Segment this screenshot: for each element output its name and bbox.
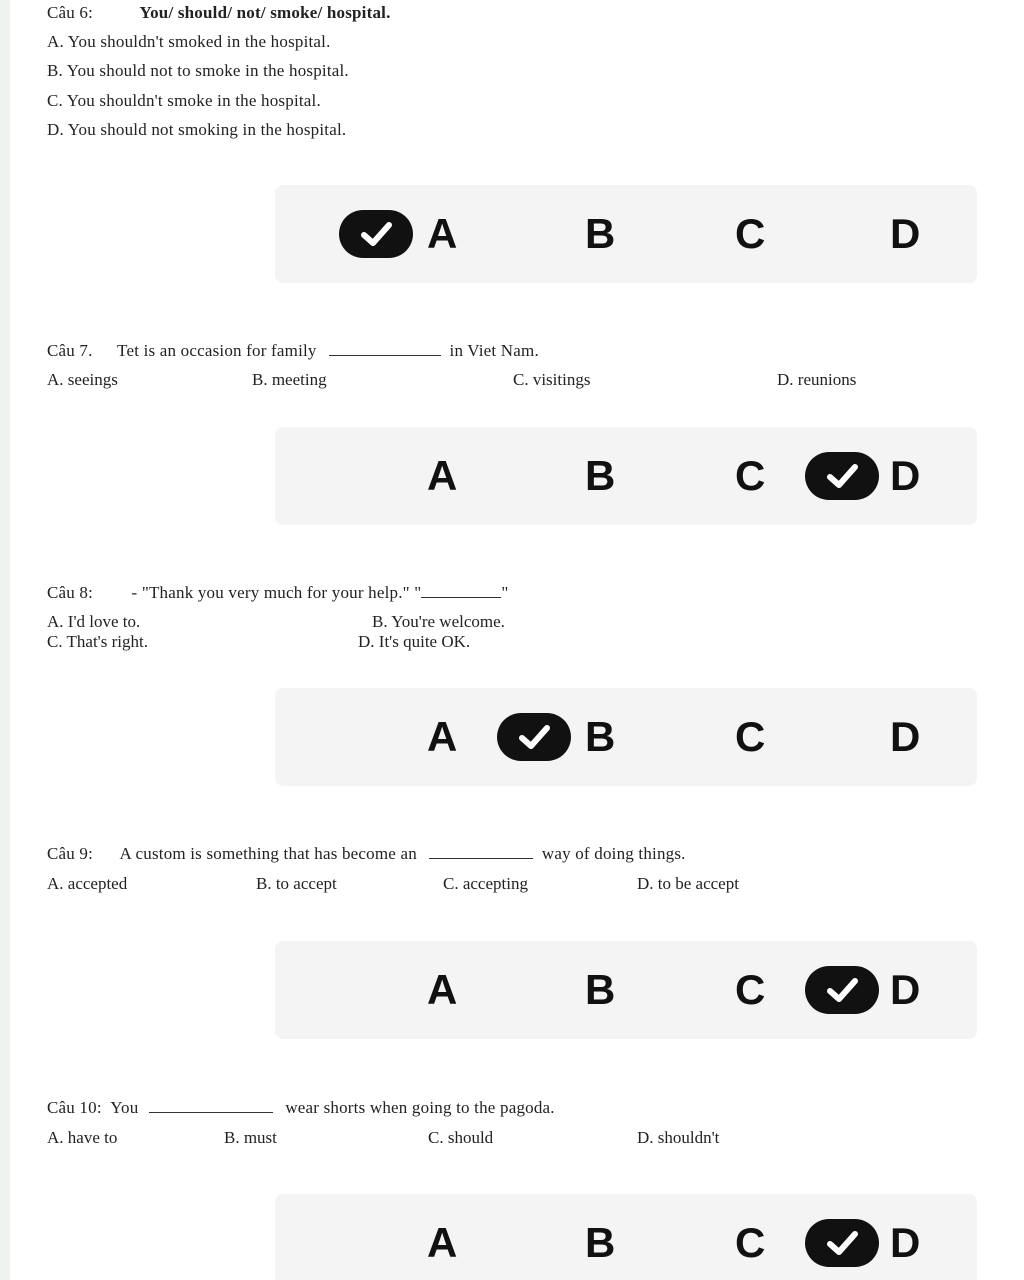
choice-b-button[interactable]: B: [585, 210, 616, 257]
answer-panel: [275, 688, 977, 786]
question-prompt: You: [110, 1098, 139, 1117]
choice-c-button[interactable]: C: [735, 1219, 766, 1266]
option-b: B. You're welcome.: [372, 612, 505, 631]
option-d: D. reunions: [777, 370, 857, 389]
answer-blank: [429, 846, 533, 859]
answer-blank: [329, 343, 441, 356]
answer-blank: [149, 1100, 273, 1113]
option-c: C. should: [428, 1128, 494, 1147]
question-label: Câu 10:: [47, 1098, 102, 1117]
choice-a-button[interactable]: A: [427, 1219, 458, 1266]
answer-panel: [275, 427, 977, 525]
answer-panel: [275, 1194, 977, 1280]
question-prompt: - "Thank you very much for your help." ": [131, 583, 422, 602]
option-b: B. meeting: [252, 370, 327, 389]
option-c: C. accepting: [443, 874, 528, 893]
option-c: C. visitings: [513, 370, 591, 389]
question-prompt-end: in Viet Nam.: [449, 341, 539, 360]
question-prompt-end: ": [501, 583, 509, 602]
choice-b-button[interactable]: B: [585, 452, 616, 499]
option-c: C. That's right.: [47, 632, 148, 651]
option-a: A. accepted: [47, 874, 128, 893]
choice-d-button[interactable]: D: [890, 210, 921, 257]
question-prompt-end: way of doing things.: [541, 844, 686, 863]
option-d: D. You should not smoking in the hospital.: [47, 120, 347, 139]
choice-b-button[interactable]: B: [585, 1219, 616, 1266]
choice-a-button[interactable]: A: [427, 452, 458, 499]
check-circle-icon: [339, 210, 413, 258]
option-a: A. have to: [47, 1128, 118, 1147]
check-circle-icon: [805, 1219, 879, 1267]
choice-d-button[interactable]: D: [890, 966, 921, 1013]
option-a: A. I'd love to.: [47, 612, 141, 631]
option-d: D. shouldn't: [637, 1128, 720, 1147]
choice-a-button[interactable]: A: [427, 210, 458, 257]
option-a: A. You shouldn't smoked in the hospital.: [47, 32, 331, 51]
question-prompt: You/ should/ not/ smoke/ hospital.: [139, 3, 391, 22]
choice-b-button[interactable]: B: [585, 966, 616, 1013]
option-b: B. to accept: [256, 874, 337, 893]
choice-c-button[interactable]: C: [735, 713, 766, 760]
choice-d-button[interactable]: D: [890, 1219, 921, 1266]
question-label: Câu 7.: [47, 341, 93, 360]
option-d: D. to be accept: [637, 874, 739, 893]
choice-b-button[interactable]: B: [585, 713, 616, 760]
choice-c-button[interactable]: C: [735, 210, 766, 257]
option-c: C. You shouldn't smoke in the hospital.: [47, 91, 321, 110]
question-label: Câu 8:: [47, 583, 94, 602]
option-b: B. You should not to smoke in the hospital.: [47, 61, 349, 80]
choice-a-button[interactable]: A: [427, 713, 458, 760]
question-prompt-end: wear shorts when going to the pagoda.: [285, 1098, 555, 1117]
question-label: Câu 9:: [47, 844, 94, 863]
choice-d-button[interactable]: D: [890, 452, 921, 499]
page-edge: [0, 0, 10, 1280]
choice-c-button[interactable]: C: [735, 966, 766, 1013]
question-prompt: A custom is something that has become an: [119, 844, 417, 863]
check-circle-icon: [805, 452, 879, 500]
check-circle-icon: [497, 713, 571, 761]
check-circle-icon: [805, 966, 879, 1014]
question-prompt: Tet is an occasion for family: [117, 341, 317, 360]
option-d: D. It's quite OK.: [358, 632, 471, 651]
answer-blank: [421, 585, 501, 598]
answer-panel: [275, 185, 977, 283]
choice-c-button[interactable]: C: [735, 452, 766, 499]
option-b: B. must: [224, 1128, 277, 1147]
choice-d-button[interactable]: D: [890, 713, 921, 760]
option-a: A. seeings: [47, 370, 118, 389]
question-label: Câu 6:: [47, 3, 94, 22]
choice-a-button[interactable]: A: [427, 966, 458, 1013]
answer-panel: [275, 941, 977, 1039]
